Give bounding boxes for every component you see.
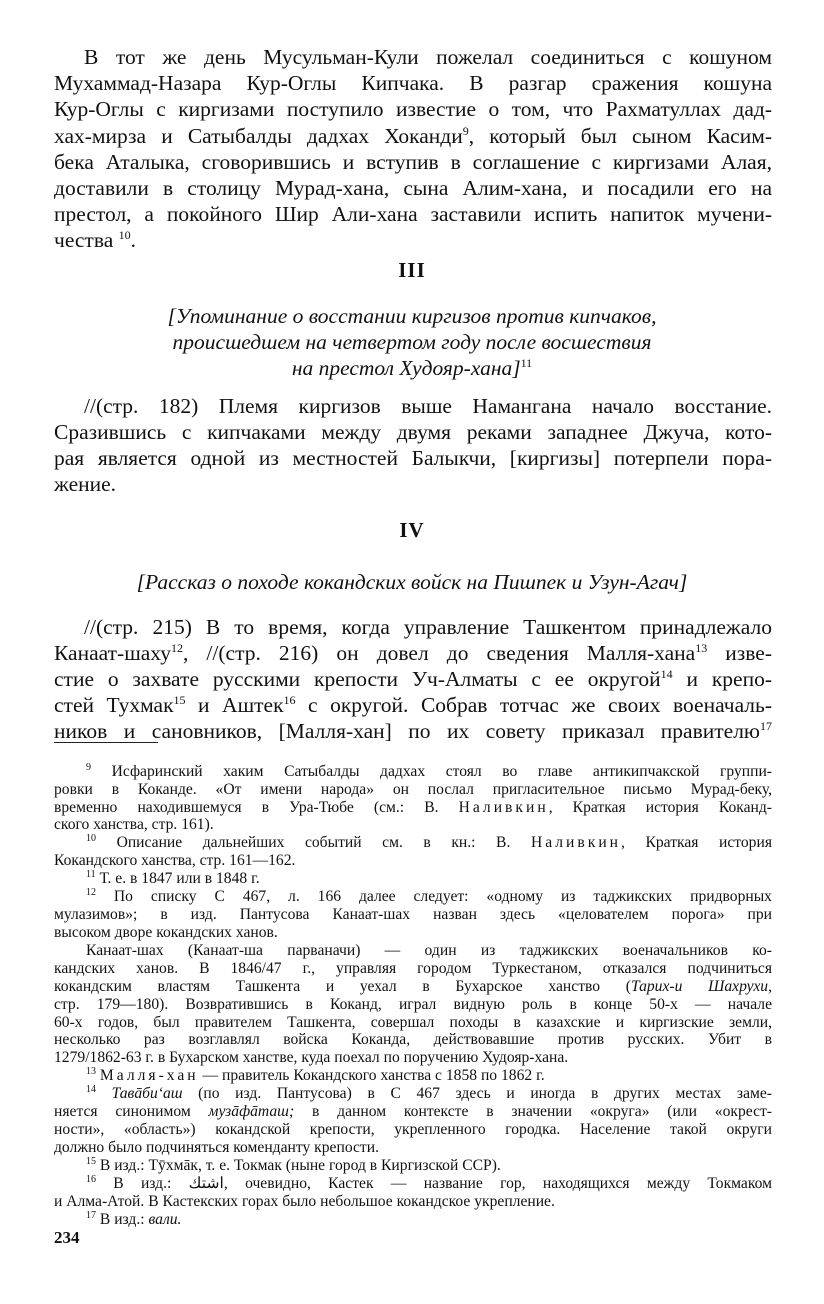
section-number: III [398, 258, 426, 282]
footnote-line [86, 763, 772, 781]
footnote-ref: 15 [173, 693, 186, 707]
text-line: //(стр. 182) Племя киргизов выше Намангана начало восстание. [84, 394, 772, 418]
footnote-number: 11 [86, 869, 96, 880]
text-span: временно находившемуся в Ура-Тюбе (см.: В. [54, 799, 459, 816]
footnote-number: 12 [86, 887, 96, 898]
text-span: стей Тухмак [54, 693, 174, 717]
text-line [54, 692, 772, 718]
footnote-ref: 9 [462, 124, 469, 138]
text-span: хах-мирза и Сатыбалды дадхах Хоканди [54, 124, 463, 148]
text-line: //(стр. 215) В то время, когда управление Ташкентом принадлежало [84, 615, 772, 639]
footnote-line [54, 978, 772, 996]
text-span: вали. [148, 1211, 182, 1228]
footnote-line [54, 1103, 772, 1121]
footnote-line: несколько раз возглавлял войска Коканда, действовавшие против русских. Убит в [54, 1031, 772, 1048]
section-title-line: [Рассказ о походе кокандских войск на Пишпек и Узун-Агач] [136, 570, 688, 594]
footnote-line: мулазимов»; в изд. Пантусова Канаат-шах назван здесь «целователем порога» при [54, 906, 772, 923]
text-span: изве- [707, 641, 772, 665]
text-line [54, 123, 772, 149]
footnote-line: 1279/1862-63 г. в Бухарском ханстве, куда поехал по поручению Худояр-хана. [54, 1049, 569, 1066]
page-number: 234 [54, 1228, 80, 1247]
text-span: , Краткая история [621, 834, 772, 851]
footnote-number: 15 [86, 1156, 96, 1167]
footnote-line [86, 1085, 772, 1103]
footnote-number: 10 [86, 833, 96, 844]
text-line: жение. [54, 472, 117, 496]
text-span: ников и сановников, [Малля-хан] по их совету приказал правителю [54, 719, 760, 743]
footnote-line [86, 1067, 772, 1085]
arabic-word: اشتك [188, 1175, 224, 1192]
footnote-line [86, 870, 772, 888]
text-line: рая является одной из местностей Балыкчи, [киргизы] потерпели пора- [54, 446, 772, 470]
footnote-ref: 10 [118, 228, 131, 242]
text-span: в данном контексте в значении «округа» (или «окрест- [294, 1103, 772, 1120]
text-line: доставили в столицу Мурад-хана, сына Алим-хана, и посадили его на [54, 176, 772, 200]
footnote-line: ности», «область») кокандской крепости, укрепленного городка. Население такой округи [54, 1121, 772, 1138]
footnote-ref: 17 [760, 719, 772, 733]
footnote-line [86, 888, 772, 906]
text-line: Мухаммад-Назара Кур-Оглы Кипчака. В разгар сражения кошуна [54, 71, 772, 95]
text-span: стие о захвате русскими крепости Уч-Алматы с ее округой [54, 667, 661, 691]
text-span: Тавāби‘аш [111, 1085, 183, 1102]
footnote-line: Кокандского ханства, стр. 161—162. [54, 852, 296, 869]
text-span: с округой. Собрав тотчас же своих военачаль- [295, 693, 772, 717]
text-span: , //(стр. 216) он довел до сведения Малля-хана [182, 641, 696, 665]
footnote-line: ского ханства, стр. 161). [54, 816, 214, 833]
footnote-number: 13 [86, 1066, 96, 1077]
text-span: , который был сыном Касим- [468, 124, 772, 148]
text-span: чества [54, 228, 114, 252]
section-title-line: [Упоминание о восстании киргизов против кипчаков, [167, 304, 657, 328]
text-span: Наливкин [530, 834, 622, 851]
footnote-ref: 11 [520, 356, 533, 370]
footnote-ref: 13 [695, 641, 708, 655]
footnote-line [86, 1175, 772, 1193]
text-span: В изд.: [113, 1175, 189, 1192]
footnote-line [86, 834, 772, 852]
text-span: кокандским властям Ташкента и уехал в Бухарское ханство ( [54, 978, 631, 995]
text-span: По списку С 467, л. 166 далее следует: «одному из таджикских придворных [113, 888, 772, 905]
text-span: (по изд. Пантусова) в С 467 здесь и иногда в других местах заме- [182, 1085, 772, 1102]
footnote-line: ровки в Коканде. «От имени народа» он послал пригласительное письмо Мурад-беку, [54, 781, 772, 798]
text-span: В изд.: [99, 1211, 149, 1228]
text-line: Кур-Оглы с киргизами поступило известие о том, что Рахматуллах дад- [54, 97, 772, 121]
text-span: и Аштек [185, 693, 284, 717]
text-span: Т. е. в 1847 или в 1848 г. [99, 870, 260, 887]
text-span: Канаат-шаху [54, 641, 171, 665]
text-line: бека Аталыка, сговорившись и вступив в соглашение с киргизами Алая, [54, 150, 772, 174]
text-span: — правитель Кокандского ханства с 1858 по 1862 г. [198, 1067, 545, 1084]
footnote-ref: 16 [283, 693, 296, 707]
text-span: на престол Худояр-хана] [291, 356, 521, 380]
text-span: Наливкин [458, 799, 549, 816]
footnote-line [54, 799, 772, 817]
footnote-line: 60-х годов, был правителем Ташкента, совершал походы в казахские и киргизские земли, [54, 1014, 772, 1031]
text-span: В изд.: Тӯхмāк, т. е. Токмак (ныне город в Киргизской ССР). [99, 1157, 501, 1174]
text-span: музāфāташ; [208, 1103, 295, 1120]
text-span: Описание дальнейших событий см. в кн.: В. [116, 834, 531, 851]
footnote-line [86, 1211, 772, 1229]
section-number: IV [399, 518, 425, 542]
text-line [54, 640, 772, 666]
text-span: и крепо- [672, 667, 772, 691]
text-line: чества $^{10}$. [54, 228, 136, 252]
section-title-line [0, 355, 824, 381]
footnote-number: 14 [86, 1084, 96, 1095]
text-line: В тот же день Мусульман-Кули пожелал соединиться с кошуном [84, 45, 772, 69]
footnote-line: должно было подчиняться коменданту крепости. [54, 1139, 379, 1156]
footnote-line: высоком дворе кокандских ханов. [54, 924, 278, 941]
footnote-ref: 12 [170, 641, 183, 655]
footnote-ref: 14 [660, 667, 673, 681]
footnote-line: кандских ханов. В 1846/47 г., управляя городом Туркестаном, отказался подчиниться [54, 960, 772, 977]
text-span: , Краткая история Коканд- [548, 799, 772, 816]
text-line [54, 718, 772, 744]
footnote-line [86, 1157, 772, 1175]
footnote-line: стр. 179—180). Возвратившись в Коканд, играл видную роль в конце 50-х — начале [54, 996, 772, 1013]
text-span: няется синонимом [54, 1103, 209, 1120]
footnote-rule [54, 742, 158, 743]
text-line: Сразившись с кипчаками между двумя реками западнее Джуча, кото- [54, 420, 772, 444]
footnote-number: 17 [86, 1210, 96, 1221]
section-title-line: происшедшем на четвертом году после восшествия [172, 330, 652, 354]
text-line [54, 666, 772, 692]
text-span: , очевидно, Кастек — название гор, находящихся между Токмаком [223, 1175, 772, 1192]
text-span: Тарих-и Шахрухи, [630, 978, 772, 995]
text-span: Малля-хан [99, 1067, 199, 1084]
text-line: престол, а покойного Шир Али-хана заставили испить напиток мучени- [54, 202, 772, 226]
footnote-number: 16 [86, 1174, 96, 1185]
footnote-number: 9 [86, 762, 91, 773]
text-span: Исфаринский хаким Сатыбалды дадхах стоял во главе антикипчакской группи- [111, 763, 772, 780]
footnote-line: и Алма-Атой. В Кастекских горах было небольшое кокандское укрепление. [54, 1193, 555, 1210]
footnote-line: Канаат-шах (Канаат-ша парваначи) — один из таджикских военачальников ко- [86, 942, 772, 959]
